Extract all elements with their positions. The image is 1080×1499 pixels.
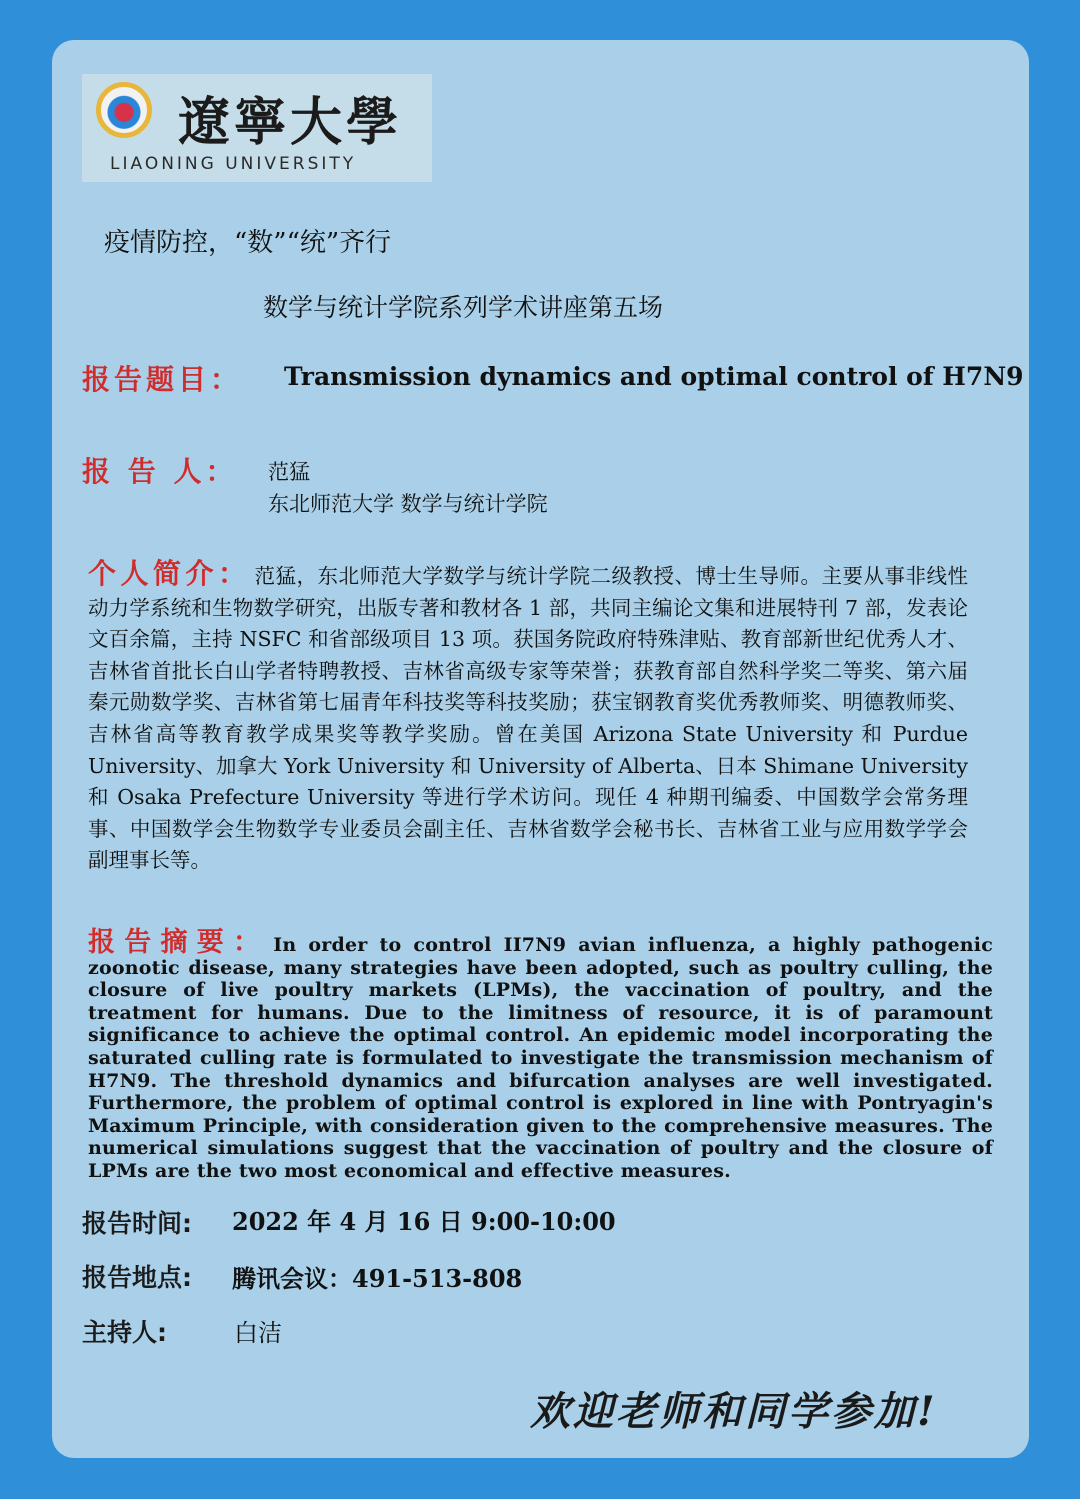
series-heading: 数学与统计学院系列学术讲座第五场 — [263, 293, 664, 322]
report-abstract — [88, 927, 993, 1183]
title-label: 报告题目： — [82, 363, 243, 396]
abstract-text: In order to control II7N9 avian influenza, a highly pathogenic zoonotic disease, many strategies have been adopted, such as poultry culling, the closure of live poultry markets (LPMs), the vaccination of poultry, and the treatment for humans. Due to the limitness of resource, it is of paramount significance to achieve the optimal control. An epidemic model incorporating the saturated culling rate is formulated to investigate the transmission mechanism of H7N9. The threshold dynamics and bifurcation analyses are well investigated. Furthermore, the problem of optimal control is explored in line with Pontryagin's Maximum Principle, with consideration given to the comprehensive measures. The numerical simulations suggest that the vaccination of poultry and the closure of LPMs are the two most economical and effective measures. — [88, 934, 993, 1182]
meeting-id-value: 腾讯会议：491-513-808 — [232, 1264, 523, 1293]
theme-heading: 疫情防控，“数”“统”齐行 — [104, 228, 392, 258]
host-label: 主持人: — [82, 1318, 167, 1347]
university-emblem-icon — [96, 82, 152, 138]
bio-text: 范猛，东北师范大学数学与统计学院二级教授、博士生导师。主要从事非线性动力学系统和生物数学研究，出版专著和教材各 1 部，共同主编论文集和进展特刊 7 部，发表论文百余篇，主持 NSFC 和省部级项目 13 项。获国务院政府特殊津贴、教育部新世纪优秀人才、吉林省首批长白山学者特聘教授、吉林省高级专家等荣誉；获教育部自然科学奖二等奖、第六届秦元勋数学奖、吉林省第七届青年科技奖等科技奖励；获宝钢教育奖优秀教师奖、明德教师奖、吉林省高等教育教学成果奖等教学奖励。曾在美国 Arizona State University 和 Purdue University、加拿大 York University 和 University of Alberta、日本 Shimane University 和 Osaka Prefecture University 等进行学术访问。现任 4 种期刊编委、中国数学会常务理事、中国数学会生物数学专业委员会副主任、吉林省数学会秘书长、吉林省工业与应用数学学会副理事长等。 — [88, 564, 968, 873]
speaker-affiliation: 东北师范大学 数学与统计学院 — [268, 492, 548, 516]
speaker-name: 范猛 — [268, 460, 310, 484]
time-value: 2022 年 4 月 16 日 9:00-10:00 — [232, 1207, 616, 1236]
speaker-bio — [88, 558, 968, 877]
abstract-label: 报告摘要： — [88, 927, 270, 958]
logo-chinese-name: 遼寧大學 — [178, 92, 403, 153]
time-label: 报告时间: — [82, 1209, 192, 1238]
place-label: 报告地点: — [82, 1263, 192, 1292]
speaker-label: 报 告 人： — [82, 455, 238, 488]
welcome-message: 欢迎老师和同学参加! — [530, 1388, 938, 1435]
host-name: 白洁 — [234, 1319, 282, 1347]
university-logo — [82, 74, 432, 182]
logo-english-name: LIAONING UNIVERSITY — [110, 154, 357, 174]
bio-label: 个人简介： — [88, 557, 251, 590]
report-title: Transmission dynamics and optimal control of H7N9 — [284, 362, 1024, 391]
